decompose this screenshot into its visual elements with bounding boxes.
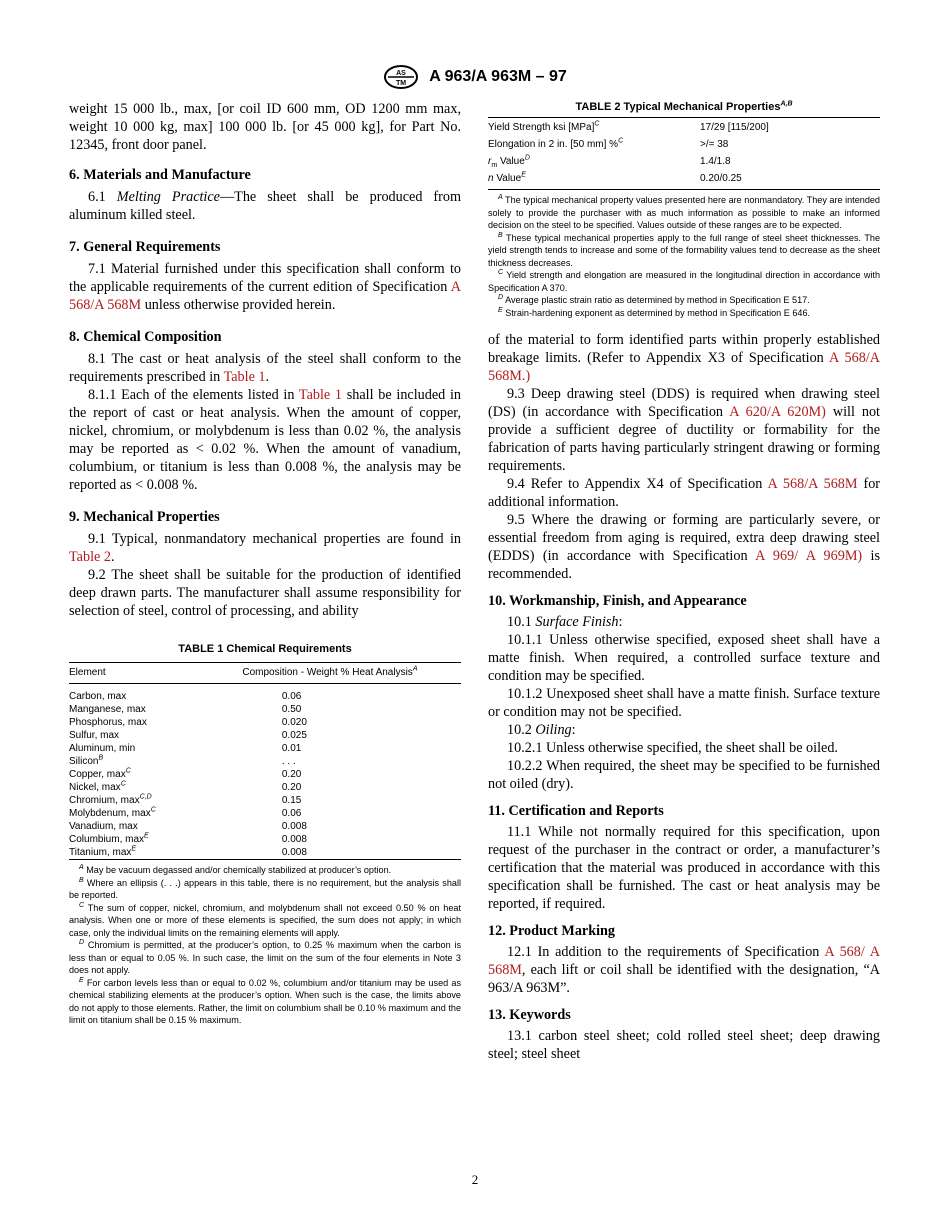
paragraph-9-1: 9.1 Typical, nonmandatory mechanical properties are found in Table 2. — [69, 531, 461, 565]
table-1-footnotes — [69, 864, 461, 1027]
table-cell-value: 0.06 — [281, 808, 302, 819]
table-row — [488, 118, 880, 139]
section-11-heading: 11. Certification and Reports — [488, 803, 664, 819]
svg-text:TM: TM — [396, 80, 407, 87]
paragraph-10-1-2: 10.1.2 Unexposed sheet shall have a matte finish. Surface texture or condition may not be specified. — [488, 686, 880, 720]
page-header — [0, 64, 950, 90]
table-footnote: $^B$ Where an ellipsis (. . .) appears in this table, there is no requirement, but the analysis shall be reported. — [69, 876, 461, 900]
table-2-footnotes — [488, 194, 880, 319]
section-13-heading: 13. Keywords — [488, 1007, 571, 1023]
table-row — [488, 172, 880, 190]
table-cell-element: Columbium, $\max^E$ — [69, 832, 149, 845]
link-table-2[interactable]: Table 2 — [69, 549, 111, 565]
link-a568[interactable]: A 568/A 568M — [767, 476, 858, 492]
table-cell-value: >/= 38 — [700, 139, 729, 150]
intro-paragraph: weight 15 000 lb., max, [or coil ID 600 mm, OD 1200 mm max, weight 10 000 kg, max] 100 000 lb. [or 45 000 kg], for Part No. 12345, front door panel. — [69, 101, 461, 153]
table-cell-value: 0.020 — [281, 717, 307, 728]
table-footnote: $^D$ Average plastic strain ratio as determined by method in Specification E 517. — [498, 293, 810, 305]
table-cell-value: 0.008 — [281, 847, 307, 858]
table-cell-element: Chromium, $\max^{C,D}$ — [69, 793, 152, 806]
table-cell-element: Copper, $\max^C$ — [69, 767, 131, 780]
table-row — [69, 703, 461, 716]
table-cell-value: 0.01 — [281, 743, 302, 754]
table-row — [69, 729, 461, 742]
svg-text:AS: AS — [396, 70, 407, 77]
table-cell-property: n Value$^E$ — [488, 171, 526, 184]
paragraph-9-5: 9.5 Where the drawing or forming are particularly severe, or essential freedom from aging is required, extra deep drawing steel (EDDS) (in accordance with Specification A 969/ A 969M) is recommended. — [488, 512, 880, 582]
astm-logo-icon — [383, 64, 419, 90]
table-cell-value: 0.20 — [281, 782, 302, 793]
section-7-heading: 7. General Requirements — [69, 239, 221, 255]
table-cell-element: Vanadium, max — [69, 821, 138, 832]
paragraph-7-1: 7.1 Material furnished under this specification shall conform to the applicable requirements of the current edition of Specification A 568/A 568M unless otherwise provided herein. — [69, 261, 461, 313]
paragraph-9-2-continued: of the material to form identified parts within properly established breakage limits. (Refer to Appendix X3 of Specification A 568/A 568M.) — [488, 332, 880, 384]
table-cell-element: Aluminum, min — [69, 743, 136, 754]
link-a568[interactable]: A 568/A 568M — [69, 279, 461, 313]
table-row — [69, 846, 461, 860]
section-12-heading: 12. Product Marking — [488, 923, 616, 939]
table-row — [69, 768, 461, 781]
table-cell-value: . . . — [281, 756, 296, 767]
table-cell-value: 0.50 — [281, 704, 302, 715]
table-cell-element: Manganese, max — [69, 704, 146, 715]
table-cell-value: 0.20 — [281, 769, 302, 780]
table-row — [488, 155, 880, 172]
left-column — [69, 100, 461, 1027]
section-9-heading: 9. Mechanical Properties — [69, 509, 220, 525]
paragraph-10-2-2: 10.2.2 When required, the sheet may be specified to be furnished not oiled (dry). — [488, 758, 880, 792]
table-1-caption: TABLE 1 Chemical Requirements — [178, 643, 352, 655]
table-cell-value: 1.4/1.8 — [700, 156, 731, 167]
table-cell-value: 0.20/0.25 — [700, 173, 742, 184]
table-row — [69, 742, 461, 755]
table-cell-element: Molybdenum, $\max^C$ — [69, 806, 156, 819]
table-cell-value: 0.15 — [281, 795, 302, 806]
table-cell-property: Yield Strength ksi [MPa]$^C$ — [488, 120, 600, 133]
table-cell-value: 0.008 — [281, 821, 307, 832]
paragraph-10-1-1: 10.1.1 Unless otherwise specified, exposed sheet shall have a matte finish. When required, a controlled surface texture and condition may be specified. — [488, 632, 880, 684]
paragraph-13-1: 13.1 carbon steel sheet; cold rolled steel sheet; deep drawing steel; steel sheet — [488, 1028, 880, 1062]
link-a620[interactable]: A 620/A 620M) — [729, 404, 826, 420]
table-cell-element: Carbon, max — [69, 691, 127, 702]
table-2 — [488, 100, 880, 319]
table-row — [69, 716, 461, 729]
table-row — [69, 781, 461, 794]
table-row — [69, 794, 461, 807]
table-row — [488, 138, 880, 155]
table-footnote: $^C$ The sum of copper, nickel, chromium, and molybdenum shall not exceed 0.50 % on heat analysis. When one or more of these elements is specified, the sum does not apply; in which case, only the individual limits on the remaining elements will apply. — [69, 901, 461, 938]
table-cell-element: Sulfur, max — [69, 730, 120, 741]
table-1 — [69, 642, 461, 1027]
paragraph-9-2: 9.2 The sheet shall be suitable for the production of identified deep drawn parts. The manufacturer shall assume responsibility for selection of steel, control of processing, and ability — [69, 567, 461, 619]
table-cell-value: 17/29 [115/200] — [700, 122, 769, 133]
table-cell-property: Elongation in 2 in. [50 mm] %$^C$ — [488, 137, 624, 150]
paragraph-11-1: 11.1 While not normally required for this specification, upon request of the purchaser in the contract or order, a manufacturer’s certification that the material was produced in accordance with this specification shall be furnished. The cast or heat analysis may be reported, if required. — [488, 824, 880, 912]
link-a969[interactable]: A 969/ A 969M) — [755, 548, 863, 564]
document-title: A 963/A 963M – 97 — [429, 68, 567, 85]
paragraph-8-1-1: 8.1.1 Each of the elements listed in Table 1 shall be included in the report of cast or heat analysis. When the amount of copper, nickel, chromium, or molybdenum is less than 0.02 %, the analysis may be reported as < 0.02 %. When the amount of vanadium, columbium, or titanium is less than 0.008 %, the analysis may be reported as < 0.008 %. — [69, 387, 461, 493]
paragraph-8-1: 8.1 The cast or heat analysis of the steel shall conform to the requirements prescribed in Table 1. — [69, 351, 461, 385]
table-cell-element: Titanium, $\max^E$ — [69, 845, 137, 858]
section-6-heading: 6. Materials and Manufacture — [69, 167, 251, 183]
paragraph-9-4: 9.4 Refer to Appendix X4 of Specification A 568/A 568M for additional information. — [488, 476, 881, 510]
link-table-1[interactable]: Table 1 — [223, 369, 266, 385]
page-number: 2 — [471, 1172, 479, 1187]
table-cell-value: 0.008 — [281, 834, 307, 845]
paragraph-12-1: 12.1 In addition to the requirements of Specification A 568/ A 568M, each lift or coil shall be identified with the designation, “A 963/A 963M”. — [488, 944, 880, 996]
table-cell-element: Nickel, $\max^C$ — [69, 780, 126, 793]
paragraph-10-2: 10.2 Oiling: — [507, 722, 576, 738]
table-row — [69, 755, 461, 768]
table-1-header-element: Element — [69, 667, 106, 678]
table-footnote: $^E$ For carbon levels less than or equal to 0.02 %, columbium and/or titanium may be used as chemical stabilizing elements at the producer’s option. When such is the case, the limits above do not apply to those elements. Rather, the limit on columbium shall be 0.10 % maximum and the limit on titanium shall be 0.15 % maximum. — [69, 976, 461, 1025]
table-1-header-composition: Composition - Weight % Heat Analysis$^A$ — [242, 665, 418, 678]
right-column — [488, 100, 880, 1063]
table-footnote: $^A$ The typical mechanical property values presented here are nonmandatory. They are intended solely to provide the purchaser with as much information as possible to make an informed decision on the steel to be specified. Values outside of these ranges are to be expected. — [488, 193, 880, 230]
paragraph-10-1: 10.1 Surface Finish: — [507, 614, 623, 630]
link-a568[interactable]: A 568/ A 568M — [488, 944, 880, 978]
table-cell-element: Phosphorus, max — [69, 717, 147, 728]
paragraph-6-1: 6.1 Melting Practice—The sheet shall be produced from aluminum killed steel. — [69, 189, 462, 223]
link-a568[interactable]: A 568/A 568M.) — [488, 350, 880, 384]
table-cell-property: $r_m$ Value$^D$ — [488, 154, 530, 169]
table-row — [69, 820, 461, 833]
table-cell-value: 0.06 — [281, 691, 302, 702]
table-footnote: $^D$ Chromium is permitted, at the producer’s option, to 0.25 % maximum when the carbon is less than or equal to 0.05 %. In such case, the limit on the sum of the four elements in Note 3 does not apply. — [69, 938, 461, 975]
table-footnote: $^E$ Strain-hardening exponent as determined by method in Specification E 646. — [498, 306, 811, 318]
table-row — [69, 833, 461, 846]
link-table-1[interactable]: Table 1 — [298, 387, 343, 403]
table-footnote: $^C$ Yield strength and elongation are measured in the longitudinal direction in accordance with Specification A 370. — [488, 268, 880, 293]
table-cell-value: 0.025 — [281, 730, 307, 741]
table-footnote: $^A$ May be vacuum degassed and/or chemically stabilized at producer’s option. — [79, 863, 392, 875]
table-row — [69, 807, 461, 820]
table-footnote: $^B$ These typical mechanical properties apply to the full range of steel sheet thicknesses. The yield strength tends to increase and some of the formability values tend to decrease as the sheet thickness decreases. — [488, 231, 880, 268]
table-cell-element: Silicon$^B$ — [69, 754, 104, 767]
table-row — [69, 684, 461, 704]
paragraph-10-2-1: 10.2.1 Unless otherwise specified, the sheet shall be oiled. — [507, 740, 838, 756]
paragraph-9-3: 9.3 Deep drawing steel (DDS) is required when drawing steel (DS) (in accordance with Specification A 620/A 620M) will not provide a sufficient degree of ductility or formability for the fabrication of parts having particularly stringent drawing or forming requirements. — [488, 386, 880, 474]
section-10-heading: 10. Workmanship, Finish, and Appearance — [488, 593, 747, 609]
table-2-caption: TABLE 2 Typical Mechanical Properties$^{A,B}$ — [575, 100, 793, 113]
section-8-heading: 8. Chemical Composition — [69, 329, 222, 345]
